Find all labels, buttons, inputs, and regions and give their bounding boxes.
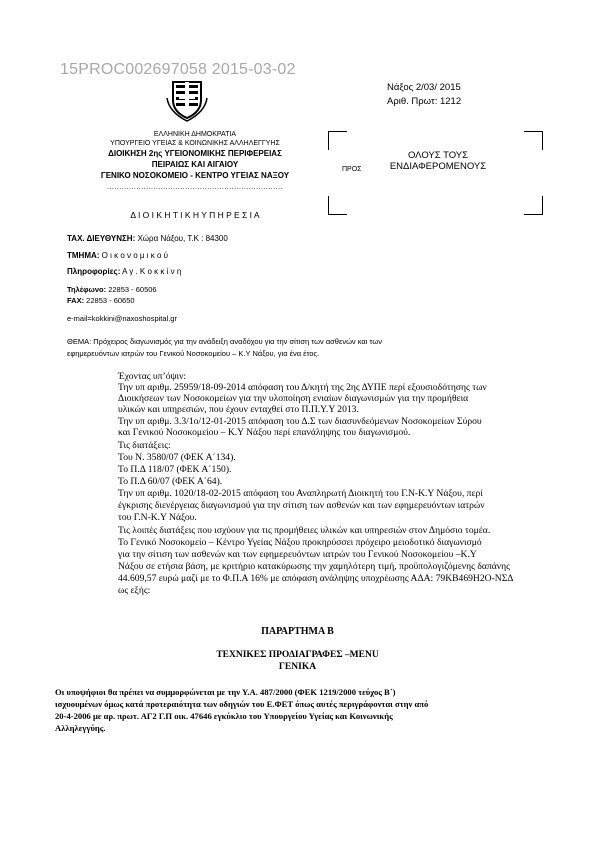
requirement-line: ισχυουμένων όμως κατά προτεραιότητα των οδηγιών του Ε.ΦΕΤ όπως αυτές περιγράφονται στην από xyxy=(55,699,429,709)
info-line xyxy=(67,267,181,276)
phone-line xyxy=(67,285,157,294)
requirement-line: 20-4-2006 με αρ. πρωτ. ΑΓ2 Γ.Π οικ. 47646 εγκύκλιο του Υπουργείου Υγείας και Κοινωνικής xyxy=(55,711,393,721)
service-name: Δ Ι Ο Ι Κ Η Τ Ι Κ Η Υ Π Η Ρ Ε Σ Ι Α xyxy=(130,210,260,220)
subject-label: ΘΕΜΑ: xyxy=(67,337,92,346)
body-line: έγκρισης διενέργειας διαγωνισμού για την σίτιση των ασθενών και των εφημερευόντων ιατρών xyxy=(118,500,485,511)
body-line: Νάξου σε ετήσια βάση, με κριτήριο κατακύρωσης την χαμηλότερη τιμή, προϋπολογιζόμενης δαπάνης xyxy=(118,561,510,572)
recipient-line-1: ΟΛΟΥΣ ΤΟΥΣ xyxy=(407,150,469,161)
greek-coat-of-arms-icon xyxy=(165,78,209,122)
requirement-line: Αλληλεγγύης. xyxy=(55,723,106,733)
body-line: Έχοντας υπ’όψιν: xyxy=(118,371,187,382)
fax-value: 22853 - 60650 xyxy=(84,296,135,305)
org-ministry: ΥΠΟΥΡΓΕΙΟ ΥΓΕΙΑΣ & ΚΟΙΝΩΝΙΚΗΣ ΑΛΛΗΛΕΓΓΥΗΣ xyxy=(110,140,280,147)
body-line: Του Ν. 3580/07 (ΦΕΚ Α΄134). xyxy=(118,452,236,463)
department-value: Ο ι κ ο ν ο μ ι κ ο ύ xyxy=(99,251,168,260)
address-line xyxy=(67,234,228,243)
protocol-number: Αριθ. Πρωτ: 1212 xyxy=(387,96,462,107)
body-line: Το Π.Δ 118/07 (ΦΕΚ Α΄150). xyxy=(118,464,232,475)
body-line: Διοικήσεων των Νοσοκομείων για την υλοποίηση ενιαίων διαγωνισμών για την προμήθεια xyxy=(118,393,469,404)
subject-text: Πρόχειρος διαγωνισμός για την ανάδειξη αναδόχου για την σίτιση των ασθενών και των xyxy=(91,337,382,346)
org-hospital-name: ΓΕΝΙΚΟ ΝΟΣΟΚΟΜΕΙΟ - ΚΕΝΤΡΟ ΥΓΕΙΑΣ ΝΑΞΟΥ xyxy=(100,171,290,180)
org-region-name: ΠΕΙΡΑΙΩΣ ΚΑΙ ΑΙΓΑΙΟΥ xyxy=(151,160,239,169)
department-line xyxy=(67,251,168,260)
address-label: ΤΑΧ. ΔΙΕΥΘΥΝΣΗ: xyxy=(67,234,136,243)
fax-line xyxy=(67,296,135,305)
body-line: του Γ.Ν-Κ.Υ Νάξου. xyxy=(118,512,197,523)
body-line: Την υπ αριθμ. 3.3/1ο/12-01-2015 απόφαση του Δ.Σ των διασυνδεόμενων Νοσοκομείων Σύρου xyxy=(118,416,482,427)
subject-line-2: εφημερευόντων ιατρών του Γενικού Νοσοκομείου – Κ.Υ Νάξου, για ένα έτος. xyxy=(67,349,320,358)
org-hellenic-republic: ΕΛΛΗΝΙΚΗ ΔΗΜΟΚΡΑΤΙΑ xyxy=(153,131,237,138)
address-value: Χώρα Νάξου, Τ.Κ : 84300 xyxy=(135,234,228,243)
body-line: υλικών και υπηρεσιών, που έχουν ενταχθεί στο Π.Π.Υ.Υ 2013. xyxy=(118,404,359,415)
body-line: Την υπ αριθμ. 1020/18-02-2015 απόφαση του Αναπληρωτή Διοικητή του Γ.Ν-Κ.Υ Νάξου, περί xyxy=(118,488,483,499)
annex-subtitle-specs: ΤΕΧΝΙΚΕΣ ΠΡΟΔΙΑΓΡΑΦΕΣ –MENU xyxy=(216,650,379,660)
department-label: ΤΜΗΜΑ: xyxy=(67,251,100,260)
recipient-to-label: ΠΡΟΣ xyxy=(342,166,362,173)
requirement-line: Οι υποψήφιοι θα πρέπει να συμμορφώνεται με την Υ.Α. 487/2000 (ΦΕΚ 1219/2000 τεύχος Β΄) xyxy=(55,687,396,697)
phone-label: Τηλέφωνο: xyxy=(67,285,107,294)
body-line: ως εξής: xyxy=(118,585,151,596)
date-line: Νάξος 2/03/ 2015 xyxy=(387,82,461,93)
body-line: Το Γενικό Νοσοκομείο – Κέντρο Υγείας Νάξου προκηρύσσει πρόχειρο μειοδοτικό διαγωνισμό xyxy=(118,537,482,548)
body-line: για την σίτιση των ασθενών και των εφημερευόντων ιατρών του Γενικού Νοσοκομείου –Κ.Υ xyxy=(118,549,477,560)
phone-value: 22853 - 60506 xyxy=(106,285,157,294)
email-line: e-mail=kokkini@naxoshospital.gr xyxy=(67,314,177,323)
body-line: Την υπ αριθμ. 25959/18-09-2014 απόφαση του Δ/κητή της 2ης ΔΥΠΕ περί εξουσιοδότησης των xyxy=(118,382,487,393)
info-value: Α γ . Κ ο κ κ ί ν η xyxy=(120,267,182,276)
subject-line-1 xyxy=(67,337,382,346)
annex-title: ΠΑΡΑΡΤΗΜΑ Β xyxy=(261,626,334,637)
annex-subtitle-general: ΓΕΝΙΚΑ xyxy=(278,662,317,672)
org-health-region: ΔΙΟΙΚΗΣΗ 2ης ΥΓΕΙΟΝΟΜΙΚΗΣ ΠΕΡΙΦΕΡΕΙΑΣ xyxy=(108,149,282,158)
body-line: Το Π.Δ 60/07 (ΦΕΚ Α΄64). xyxy=(118,476,223,487)
body-line: Τις λοιπές διατάξεις που ισχύουν για τις προμήθειες υλικών και υπηρεσιών στον Δημόσιο τομέα. xyxy=(118,525,491,536)
org-divider: ........................................................................ xyxy=(106,184,284,191)
recipient-line-2: ΕΝΔΙΑΦΕΡΟΜΕΝΟΥΣ xyxy=(389,161,487,172)
body-line: 44.609,57 ευρώ μαζί με το Φ.Π.Α 16% με απόφαση ανάληψης υποχρέωσης ΑΔΑ: 79ΚΒ469Η2Ο-ΝΣΔ xyxy=(118,573,514,584)
body-line: και Γενικού Νοσοκομείου – Κ.Υ Νάξου περί επανάληψης του διαγωνισμού. xyxy=(118,427,411,438)
body-line: Τις διατάξεις: xyxy=(118,440,171,451)
fax-label: FAX: xyxy=(67,296,85,305)
info-label: Πληροφορίες: xyxy=(67,267,121,276)
document-id-stamp: 15PROC002697058 2015-03-02 xyxy=(60,61,296,78)
